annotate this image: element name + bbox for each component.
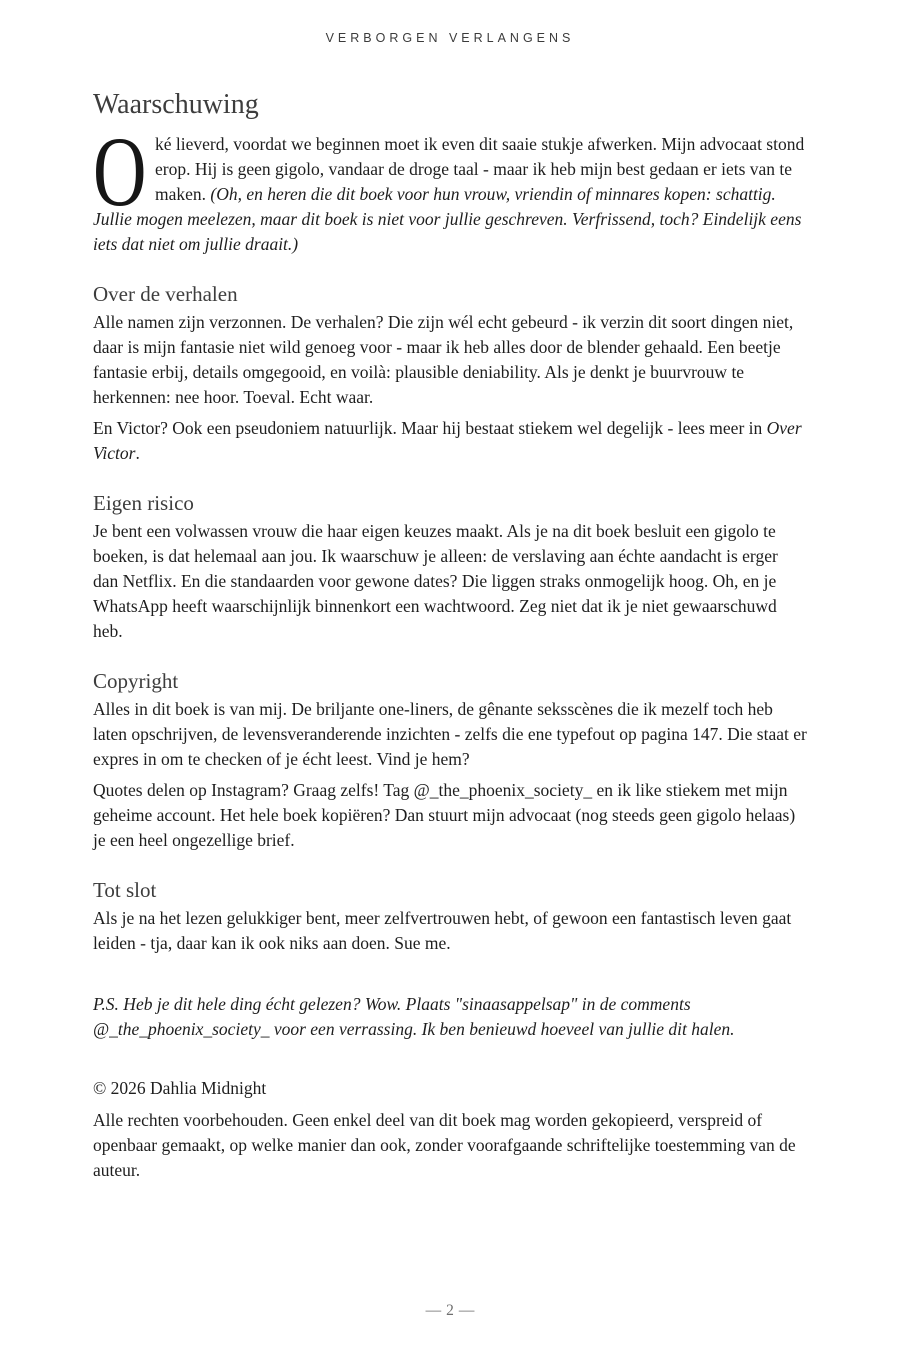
section-heading: Eigen risico xyxy=(93,491,194,515)
page-number-dash-right: — xyxy=(458,1302,475,1319)
rights-text: Alle rechten voorbehouden. Geen enkel deel van dit boek mag worden gekopieerd, verspreid of openbaar gemaakt, op welke manier dan ook, zonder voorafgaande schriftelijke toestemming van de auteur. xyxy=(93,1110,796,1180)
opening-paragraph xyxy=(93,116,807,257)
section-heading: Copyright xyxy=(93,669,179,693)
section-copyright xyxy=(93,668,807,853)
section-heading: Over de verhalen xyxy=(93,282,238,306)
section-over-de-verhalen xyxy=(93,281,807,466)
running-header: VERBORGEN VERLANGENS xyxy=(325,31,575,45)
page-number: 2 xyxy=(446,1302,454,1319)
page-footer xyxy=(0,1302,900,1320)
section-tot-slot xyxy=(93,877,807,956)
dropcap-letter: O xyxy=(93,116,147,227)
paragraph: En Victor? Ook een pseudoniem natuurlijk. Maar hij bestaat stiekem wel degelijk - lees meer in Over Victor. xyxy=(93,418,802,463)
paragraph: Als je na het lezen gelukkiger bent, meer zelfvertrouwen hebt, of gewoon een fantastisch leven gaat leiden - tja, daar kan ik ook niks aan doen. Sue me. xyxy=(93,908,792,953)
page-content xyxy=(93,88,807,1183)
copyright-line: © 2026 Dahlia Midnight xyxy=(93,1078,267,1098)
ps-note: P.S. Heb je dit hele ding écht gelezen? Wow. Plaats "sinaasappelsap" in de comments @_the_phoenix_society_ voor een verrassing. Ik ben benieuwd hoeveel van jullie dit halen. xyxy=(93,994,735,1039)
chapter-title: Waarschuwing xyxy=(93,89,259,120)
section-eigen-risico xyxy=(93,490,807,644)
page-number-dash-left: — xyxy=(425,1302,442,1319)
paragraph: Je bent een volwassen vrouw die haar eigen keuzes maakt. Als je na dit boek besluit een gigolo te boeken, is dat helemaal aan jou. Ik waarschuw je alleen: de verslaving aan échte aandacht is erger dan Netflix. En die standaarden voor gewone dates? Die liggen straks onmogelijk hoog. Oh, en je WhatsApp heeft waarschijnlijk binnenkort een wachtwoord. Zeg niet dat ik je niet gewaarschuwd heb. xyxy=(93,521,778,641)
paragraph: Quotes delen op Instagram? Graag zelfs! Tag @_the_phoenix_society_ en ik like stiekem met mijn geheime account. Het hele boek kopiëren? Dan stuurt mijn advocaat (nog steeds geen gigolo helaas) je een heel ongezellige brief. xyxy=(93,780,796,850)
paragraph: Alle namen zijn verzonnen. De verhalen? Die zijn wél echt gebeurd - ik verzin dit soort dingen niet, daar is mijn fantasie niet wild genoeg voor - maar ik heb alles door de blender gehaald. Een beetje fantasie erbij, details omgegooid, en voilà: plausible deniability. Als je denkt je buurvrouw te herkennen: nee hoor. Toeval. Echt waar. xyxy=(93,312,794,407)
paragraph: Alles in dit boek is van mij. De briljante one-liners, de gênante seksscènes die ik mezelf toch heb laten opschrijven, de levensveranderende inzichten - zelfs die ene typefout op pagina 147. Die staat er expres in om te checken of je écht leest. Vind je hem? xyxy=(93,699,807,769)
opening-text: ké lieverd, voordat we beginnen moet ik even dit saaie stukje afwerken. Mijn advocaat stond erop. Hij is geen gigolo, vandaar de droge taal - maar ik heb mijn best gedaan er iets van te maken. (Oh, en heren die dit boek voor hun vrouw, vriendin of minnares kopen: schattig. Jullie mogen meelezen, maar dit boek is niet voor jullie geschreven. Verfrissend, toch? Eindelijk eens iets dat niet om jullie draait.) xyxy=(93,134,805,254)
section-heading: Tot slot xyxy=(93,878,157,902)
